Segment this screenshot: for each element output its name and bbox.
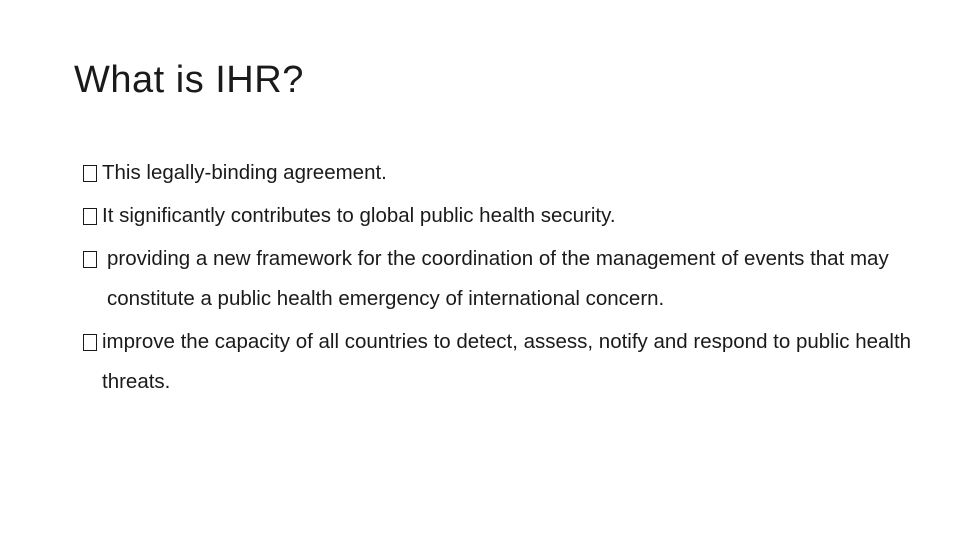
bullet-text: This legally-binding agreement.	[102, 161, 387, 184]
missing-glyph-box-icon	[83, 165, 97, 182]
missing-glyph-box-icon	[83, 334, 97, 351]
missing-glyph-box-icon	[83, 251, 97, 268]
list-item	[83, 153, 913, 193]
missing-glyph-box-icon	[83, 208, 97, 225]
list-item	[83, 322, 913, 402]
bullet-text: It significantly contributes to global public health security.	[102, 204, 616, 227]
bullet-text: providing a new framework for the coordination of the management of events that may constitute a public health emergency of international concern.	[107, 247, 889, 310]
list-item	[83, 239, 913, 319]
bullet-text: improve the capacity of all countries to detect, assess, notify and respond to public health threats.	[102, 330, 912, 393]
slide-title: What is IHR?	[74, 59, 304, 101]
bullet-list	[83, 153, 913, 405]
list-item	[83, 196, 913, 236]
